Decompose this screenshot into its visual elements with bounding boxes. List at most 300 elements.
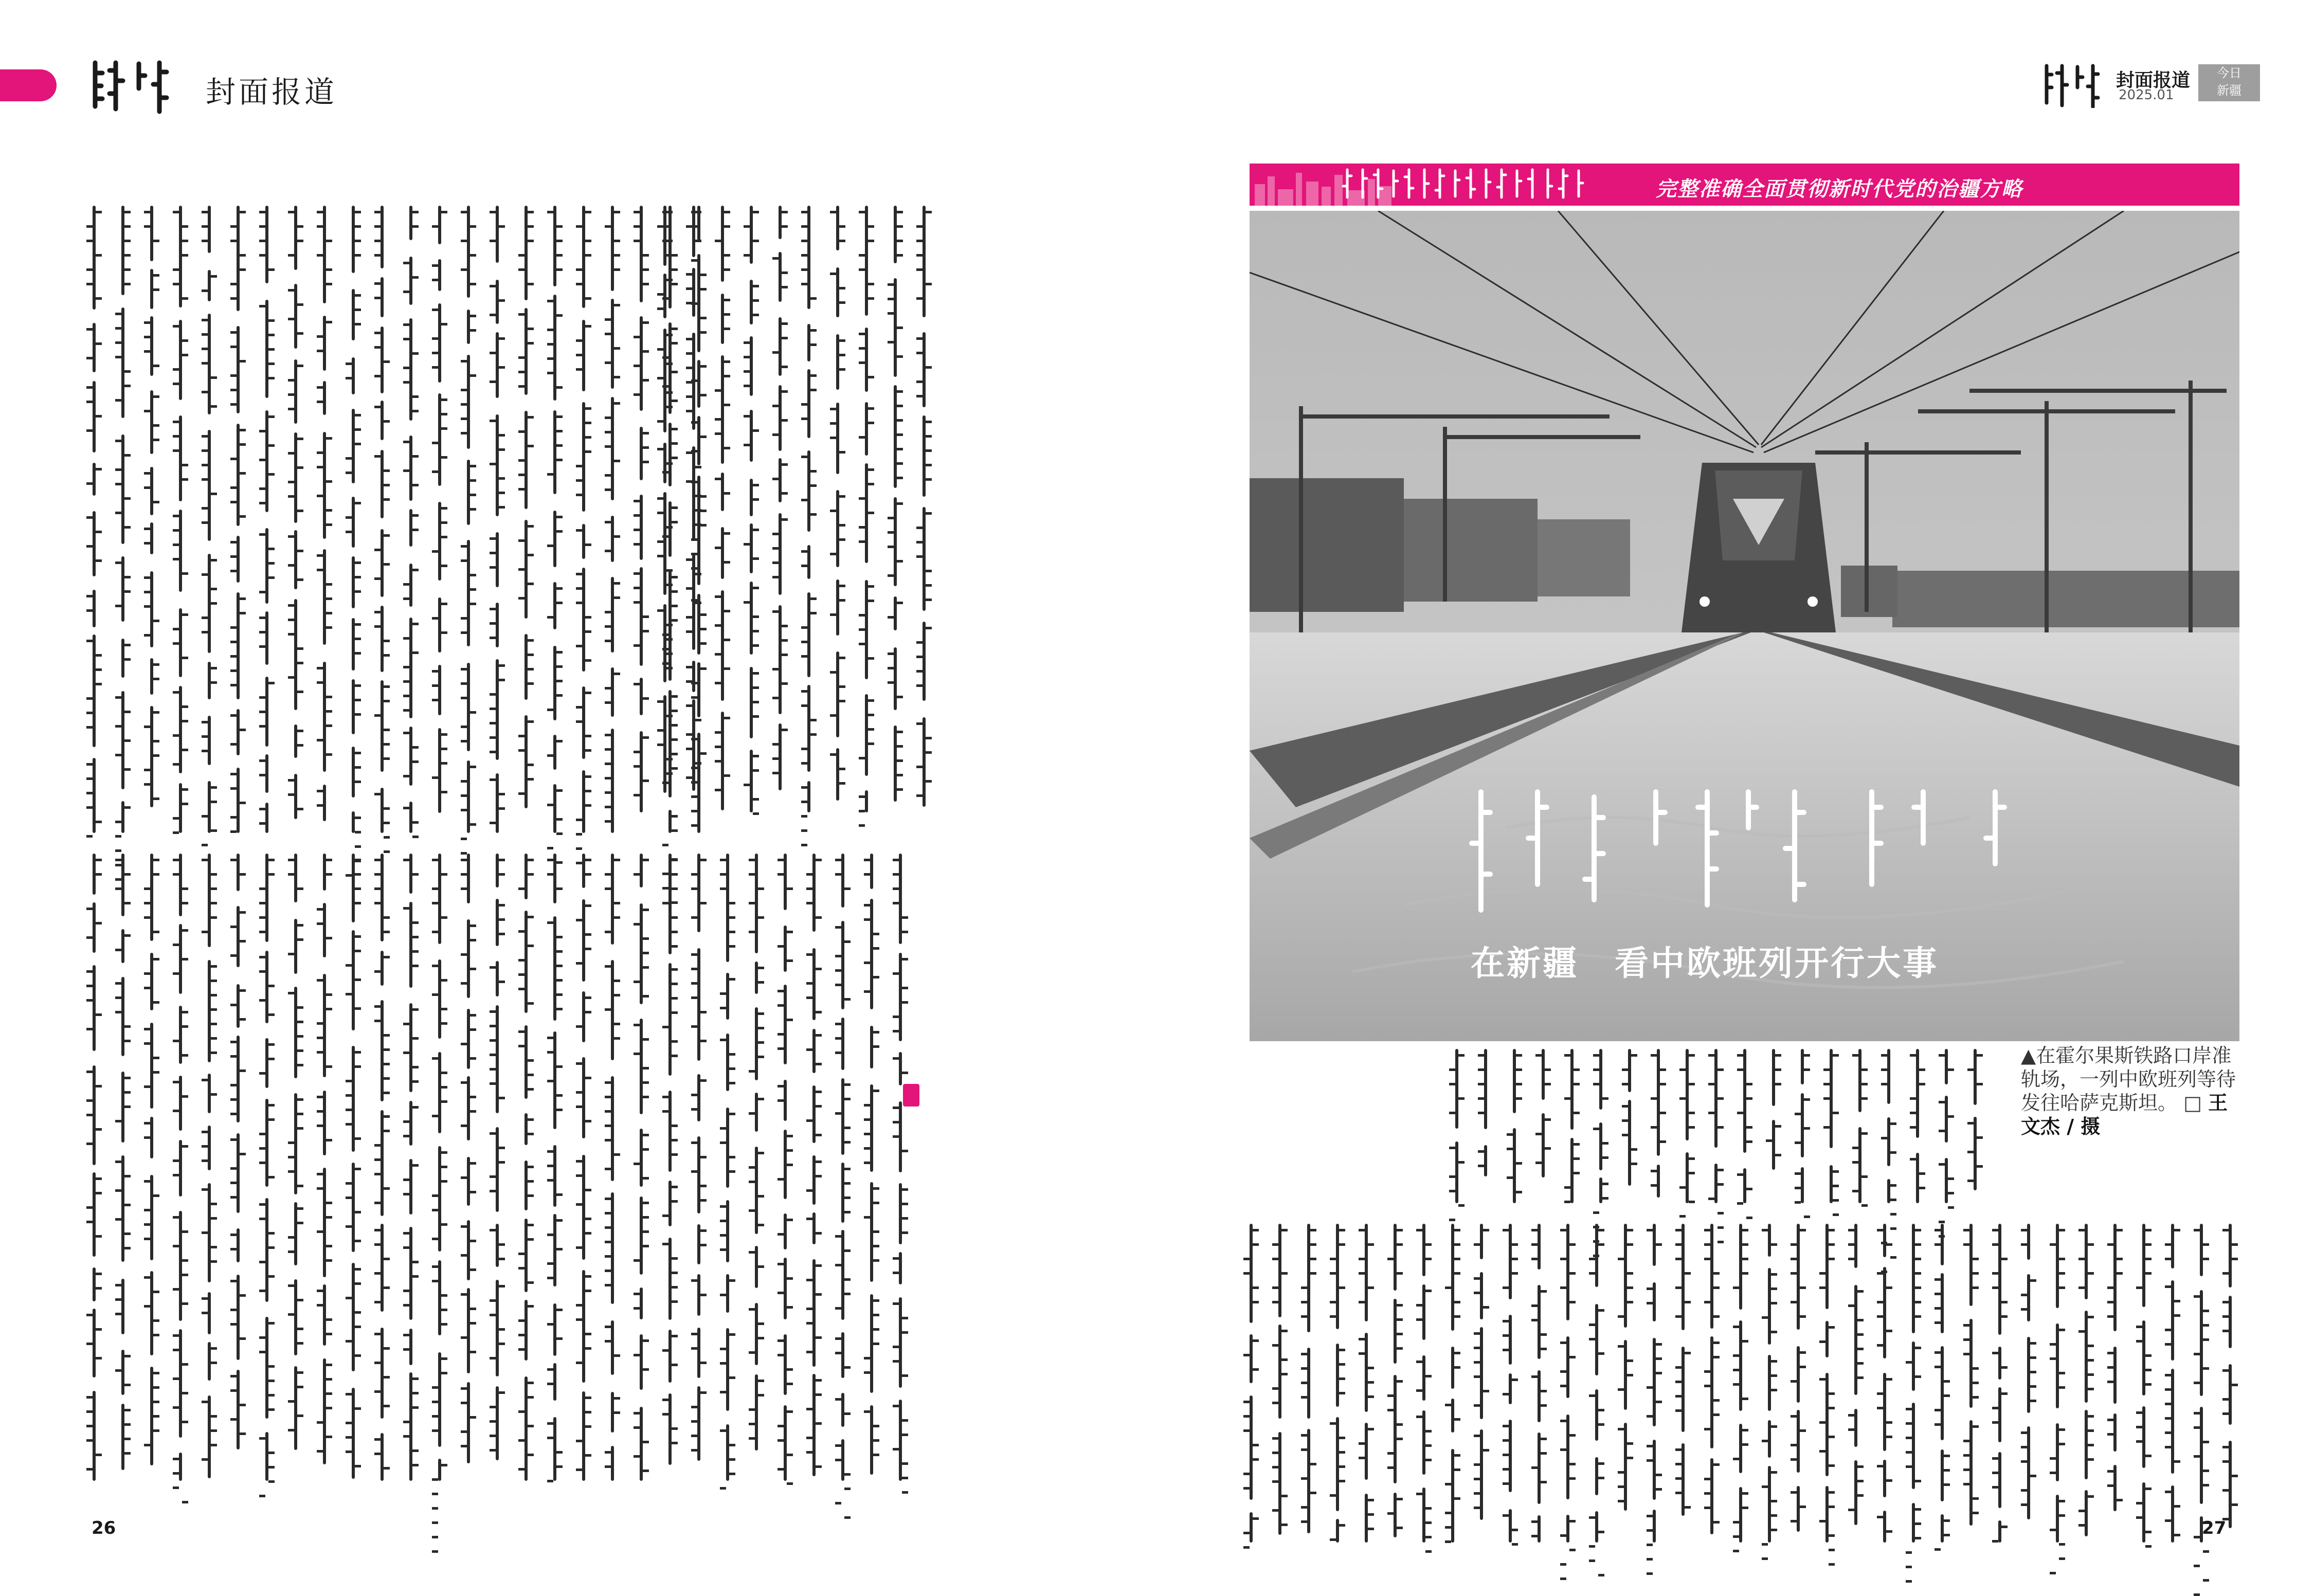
script-stroke xyxy=(1458,1204,1465,1207)
script-stroke xyxy=(691,996,697,999)
script-stroke xyxy=(1977,1136,1983,1139)
script-stroke xyxy=(1948,1192,1954,1194)
script-stroke xyxy=(240,254,246,257)
script-stroke xyxy=(96,873,102,876)
mongolian-section-title-right xyxy=(2039,62,2111,108)
script-stroke xyxy=(1503,1229,1509,1231)
script-stroke xyxy=(1877,1229,1883,1231)
script-stroke xyxy=(758,916,764,919)
script-stroke xyxy=(268,268,275,271)
script-stroke xyxy=(470,254,476,257)
script-stroke xyxy=(1795,1172,1801,1175)
script-stroke xyxy=(2107,1243,2113,1246)
script-stroke xyxy=(432,1209,438,1211)
script-stroke xyxy=(2165,1519,2171,1522)
script-stroke xyxy=(662,1349,668,1352)
script-stroke xyxy=(547,1480,553,1482)
script-stroke xyxy=(211,994,217,996)
script-stroke xyxy=(605,1326,611,1328)
script-stroke xyxy=(1775,1125,1781,1128)
script-stroke xyxy=(605,734,611,736)
script-stroke xyxy=(441,631,447,634)
script-stroke xyxy=(490,463,496,465)
script-stroke xyxy=(2050,1243,2056,1246)
script-stroke xyxy=(355,902,361,904)
script-stroke xyxy=(96,1177,102,1180)
script-column-segment xyxy=(121,307,124,418)
script-stroke xyxy=(1656,1243,1662,1246)
script-stroke xyxy=(1503,1454,1509,1456)
script-column-segment xyxy=(496,603,499,647)
script-stroke xyxy=(1253,1301,1259,1303)
script-column-segment xyxy=(2229,1224,2232,1287)
script-stroke xyxy=(317,1304,323,1307)
script-column-segment xyxy=(1974,1049,1977,1105)
script-stroke xyxy=(173,1245,179,1247)
script-stroke xyxy=(2165,1285,2171,1288)
script-stroke xyxy=(374,375,381,377)
script-stroke xyxy=(888,312,894,315)
script-stroke xyxy=(441,1072,447,1074)
script-stroke xyxy=(1516,1083,1522,1085)
script-stroke xyxy=(1272,1509,1278,1512)
script-stroke xyxy=(1704,1258,1710,1260)
script-stroke xyxy=(2107,1352,2113,1354)
script-column-segment xyxy=(2142,1224,2145,1307)
script-column-segment xyxy=(150,854,153,941)
script-stroke xyxy=(916,395,923,397)
script-stroke xyxy=(182,657,188,659)
script-stroke xyxy=(1742,1229,1748,1231)
script-stroke xyxy=(782,625,788,627)
script-stroke xyxy=(403,1232,409,1235)
script-stroke xyxy=(230,1138,237,1141)
script-stroke xyxy=(1416,1416,1422,1418)
script-stroke xyxy=(2078,1286,2085,1289)
script-stroke xyxy=(686,352,692,355)
script-stroke xyxy=(1598,1352,1604,1355)
script-stroke xyxy=(830,553,836,555)
script-stroke xyxy=(86,985,93,987)
script-stroke xyxy=(666,758,673,760)
script-stroke xyxy=(1454,1418,1460,1421)
script-stroke xyxy=(1771,1374,1777,1377)
script-stroke xyxy=(1387,1409,1394,1411)
script-stroke xyxy=(686,666,692,668)
script-column-segment xyxy=(2171,1280,2174,1361)
script-stroke xyxy=(86,357,93,359)
script-stroke xyxy=(115,1120,121,1122)
script-stroke xyxy=(715,595,721,598)
script-stroke xyxy=(470,1268,476,1271)
script-stroke xyxy=(355,294,361,297)
script-column-segment xyxy=(640,495,643,560)
script-stroke xyxy=(2145,1369,2152,1371)
script-stroke xyxy=(384,1405,390,1407)
script-column-segment xyxy=(1599,1049,1602,1110)
script-stroke xyxy=(317,495,323,497)
script-stroke xyxy=(490,966,496,969)
script-stroke xyxy=(2145,1258,2152,1260)
script-column-segment xyxy=(668,963,672,1076)
script-stroke xyxy=(758,1337,764,1339)
script-stroke xyxy=(1449,1068,1455,1071)
script-stroke xyxy=(662,1413,668,1416)
script-stroke xyxy=(240,1153,246,1155)
script-stroke xyxy=(96,821,102,823)
script-stroke xyxy=(926,478,932,481)
script-stroke xyxy=(902,1419,908,1422)
script-column-segment xyxy=(841,854,844,908)
script-stroke xyxy=(720,873,726,876)
script-stroke xyxy=(412,760,419,763)
script-stroke xyxy=(672,1364,678,1366)
script-column-segment xyxy=(323,316,326,371)
script-stroke xyxy=(873,1230,879,1233)
script-stroke xyxy=(1944,1469,1950,1472)
script-stroke xyxy=(1746,1083,1752,1085)
script-stroke xyxy=(211,493,217,495)
script-column-segment xyxy=(1422,1355,1425,1401)
script-stroke xyxy=(816,1034,822,1037)
script-stroke xyxy=(432,1057,438,1060)
script-stroke xyxy=(2145,1383,2152,1386)
script-stroke xyxy=(720,1294,726,1296)
script-stroke xyxy=(86,806,93,809)
script-stroke xyxy=(230,501,237,503)
script-stroke xyxy=(585,1232,591,1235)
script-stroke xyxy=(643,909,649,911)
script-stroke xyxy=(893,1272,899,1274)
script-column-segment xyxy=(208,1292,211,1334)
script-stroke xyxy=(499,664,505,667)
script-stroke xyxy=(268,377,275,379)
script-stroke xyxy=(528,873,534,876)
script-stroke xyxy=(1531,1520,1538,1523)
script-stroke xyxy=(2136,1326,2142,1328)
script-stroke xyxy=(772,668,779,670)
script-stroke xyxy=(403,859,409,861)
script-stroke xyxy=(441,323,447,325)
script-stroke xyxy=(432,902,438,904)
script-stroke xyxy=(547,1179,553,1182)
script-column-segment xyxy=(2056,1323,2059,1408)
script-stroke xyxy=(691,916,697,919)
script-stroke xyxy=(528,416,534,419)
script-stroke xyxy=(662,1096,668,1098)
script-stroke xyxy=(470,1416,476,1419)
script-stroke xyxy=(86,726,93,729)
script-stroke xyxy=(499,1258,505,1260)
script-stroke xyxy=(686,395,692,398)
script-stroke xyxy=(297,938,303,941)
script-stroke xyxy=(211,887,217,890)
script-stroke xyxy=(1535,1162,1542,1164)
script-column-segment xyxy=(265,854,268,942)
script-stroke xyxy=(556,740,563,742)
script-stroke xyxy=(86,283,93,285)
script-stroke xyxy=(547,847,553,849)
script-stroke xyxy=(153,1429,159,1432)
script-stroke xyxy=(355,1211,361,1213)
script-stroke xyxy=(124,1423,131,1426)
script-column-segment xyxy=(1250,1512,1253,1543)
script-stroke xyxy=(432,309,438,311)
script-stroke xyxy=(1963,1353,1969,1355)
script-column-segment xyxy=(611,206,614,291)
script-stroke xyxy=(96,1357,102,1359)
script-stroke xyxy=(1935,1321,1941,1324)
script-column-segment xyxy=(323,1284,326,1346)
script-stroke xyxy=(153,240,159,242)
script-stroke xyxy=(772,757,779,760)
script-stroke xyxy=(1359,1352,1365,1355)
script-stroke xyxy=(691,1094,697,1096)
script-stroke xyxy=(1877,1272,1883,1275)
script-stroke xyxy=(835,1264,841,1266)
script-stroke xyxy=(893,972,899,975)
script-stroke xyxy=(672,815,678,818)
script-stroke xyxy=(374,714,381,717)
script-stroke xyxy=(782,271,788,274)
script-column-segment xyxy=(1797,1486,1800,1532)
script-stroke xyxy=(686,273,692,276)
script-stroke xyxy=(1272,1258,1278,1260)
script-stroke xyxy=(1627,1359,1633,1362)
script-column-segment xyxy=(1653,1338,1656,1426)
script-stroke xyxy=(2203,1550,2209,1553)
script-stroke xyxy=(1829,1258,1835,1260)
script-stroke xyxy=(839,685,845,688)
script-stroke xyxy=(384,931,390,933)
script-column-segment xyxy=(899,1101,902,1172)
script-stroke xyxy=(556,680,563,682)
script-stroke xyxy=(897,560,903,563)
script-stroke xyxy=(374,346,381,349)
script-stroke xyxy=(729,931,735,933)
script-stroke xyxy=(1689,1201,1695,1203)
script-stroke xyxy=(86,712,93,714)
script-stroke xyxy=(153,754,159,757)
script-stroke xyxy=(499,1243,505,1246)
script-column-segment xyxy=(611,960,614,1060)
script-stroke xyxy=(1848,1258,1854,1260)
script-stroke xyxy=(259,1261,265,1263)
script-column-segment xyxy=(352,679,355,734)
script-column-segment xyxy=(121,1279,124,1334)
script-stroke xyxy=(614,460,620,462)
script-stroke xyxy=(657,743,663,746)
script-stroke xyxy=(528,1133,534,1135)
script-stroke xyxy=(326,626,332,629)
script-stroke xyxy=(317,979,323,982)
script-stroke xyxy=(268,562,275,565)
script-stroke xyxy=(403,323,409,326)
script-stroke xyxy=(528,764,534,766)
script-stroke xyxy=(1713,1399,1720,1402)
script-stroke xyxy=(715,682,721,684)
script-stroke xyxy=(2021,1489,2027,1492)
script-stroke xyxy=(1425,1290,1432,1292)
script-column-segment xyxy=(894,647,897,710)
script-stroke xyxy=(1791,1520,1797,1522)
script-stroke xyxy=(461,559,467,562)
script-stroke xyxy=(772,743,779,746)
script-stroke xyxy=(441,427,447,430)
script-stroke xyxy=(864,1133,870,1135)
script-stroke xyxy=(691,1108,697,1111)
script-column-segment xyxy=(150,1271,153,1355)
script-stroke xyxy=(643,1230,649,1233)
script-stroke xyxy=(839,301,845,304)
script-stroke xyxy=(461,1445,467,1447)
script-stroke xyxy=(230,669,237,672)
script-stroke xyxy=(1704,1428,1710,1430)
script-stroke xyxy=(326,583,332,586)
script-stroke xyxy=(724,717,730,719)
script-stroke xyxy=(806,1119,812,1122)
script-stroke xyxy=(173,421,179,423)
script-stroke xyxy=(724,492,730,495)
script-stroke xyxy=(1339,1377,1345,1380)
script-stroke xyxy=(926,435,932,438)
script-column-segment xyxy=(121,1155,124,1262)
script-stroke xyxy=(86,640,93,642)
script-column-segment xyxy=(1365,1333,1368,1412)
script-column-segment xyxy=(779,605,782,714)
script-stroke xyxy=(499,1147,505,1149)
script-stroke xyxy=(1704,1385,1710,1387)
script-column-segment xyxy=(755,1374,758,1450)
script-stroke xyxy=(666,652,673,655)
script-stroke xyxy=(2107,1381,2113,1383)
script-stroke xyxy=(662,844,668,846)
script-stroke xyxy=(691,1406,697,1408)
script-stroke xyxy=(864,1216,870,1219)
script-stroke xyxy=(518,539,525,542)
script-stroke xyxy=(864,1357,870,1359)
script-stroke xyxy=(432,1386,438,1389)
script-stroke xyxy=(1272,1466,1278,1468)
script-stroke xyxy=(153,958,159,960)
script-stroke xyxy=(528,328,534,330)
script-stroke xyxy=(778,1354,784,1356)
script-stroke xyxy=(173,972,179,975)
script-stroke xyxy=(2021,1460,2027,1463)
script-stroke xyxy=(902,916,908,919)
script-stroke xyxy=(461,1254,467,1257)
script-stroke xyxy=(614,268,620,271)
script-stroke xyxy=(412,455,419,458)
script-stroke xyxy=(1973,1367,1979,1370)
script-stroke xyxy=(634,1412,640,1414)
script-stroke xyxy=(1618,1258,1624,1260)
script-stroke xyxy=(326,523,332,526)
script-stroke xyxy=(86,1221,93,1223)
script-stroke xyxy=(868,657,874,660)
script-stroke xyxy=(96,1454,102,1456)
script-stroke xyxy=(441,748,447,750)
script-stroke xyxy=(182,1274,188,1276)
script-stroke xyxy=(1977,1054,1983,1057)
script-stroke xyxy=(202,240,208,242)
script-stroke xyxy=(810,513,817,516)
script-stroke xyxy=(672,1040,678,1043)
script-stroke xyxy=(902,1317,908,1319)
script-stroke xyxy=(1503,1320,1509,1322)
script-column-segment xyxy=(894,385,897,488)
script-stroke xyxy=(1973,1396,1979,1399)
script-column-segment xyxy=(93,902,96,953)
script-stroke xyxy=(182,1145,188,1148)
script-stroke xyxy=(490,1068,496,1071)
script-stroke xyxy=(470,1057,476,1060)
script-stroke xyxy=(124,768,131,771)
script-stroke xyxy=(1886,1330,1892,1332)
script-stroke xyxy=(888,667,894,669)
script-stroke xyxy=(715,760,721,763)
script-stroke xyxy=(1977,1165,1983,1168)
script-stroke xyxy=(259,459,265,461)
script-stroke xyxy=(2088,1388,2094,1390)
script-stroke xyxy=(182,254,188,257)
script-column-segment xyxy=(1883,1460,1886,1497)
script-column-segment xyxy=(582,686,585,759)
script-stroke xyxy=(470,1028,476,1031)
script-stroke xyxy=(528,211,534,213)
script-stroke xyxy=(576,573,582,575)
script-stroke xyxy=(902,987,908,989)
script-stroke xyxy=(1397,1380,1403,1383)
script-stroke xyxy=(297,1207,303,1210)
script-column-segment xyxy=(553,1417,556,1481)
script-column-segment xyxy=(611,854,614,945)
script-stroke xyxy=(144,410,150,412)
script-stroke xyxy=(384,956,390,958)
script-stroke xyxy=(374,970,381,973)
script-stroke xyxy=(873,947,879,950)
script-stroke xyxy=(1919,1172,1925,1175)
script-column-segment xyxy=(692,699,695,791)
script-stroke xyxy=(124,1438,131,1440)
script-column-segment xyxy=(323,381,326,415)
script-stroke xyxy=(778,1263,784,1265)
script-stroke xyxy=(1737,1068,1743,1071)
script-stroke xyxy=(355,443,361,445)
script-stroke xyxy=(317,739,323,741)
script-stroke xyxy=(1890,1151,1896,1154)
script-stroke xyxy=(1387,1258,1394,1260)
script-stroke xyxy=(432,699,438,701)
script-stroke xyxy=(816,1232,822,1235)
script-stroke xyxy=(2165,1403,2171,1405)
script-stroke xyxy=(1339,1451,1345,1454)
script-column-segment xyxy=(1854,1409,1857,1447)
script-stroke xyxy=(1708,1083,1714,1085)
script-column-segment xyxy=(836,403,839,474)
script-stroke xyxy=(355,978,361,981)
script-column-segment xyxy=(1998,1520,2001,1543)
script-stroke xyxy=(412,529,419,531)
script-stroke xyxy=(355,873,361,876)
script-stroke xyxy=(2117,1272,2123,1275)
script-stroke xyxy=(182,902,188,904)
script-stroke xyxy=(384,757,390,760)
script-stroke xyxy=(2194,1295,2200,1298)
script-column-segment xyxy=(1595,1511,1598,1543)
script-stroke xyxy=(86,1396,93,1399)
script-stroke xyxy=(1330,1315,1336,1318)
